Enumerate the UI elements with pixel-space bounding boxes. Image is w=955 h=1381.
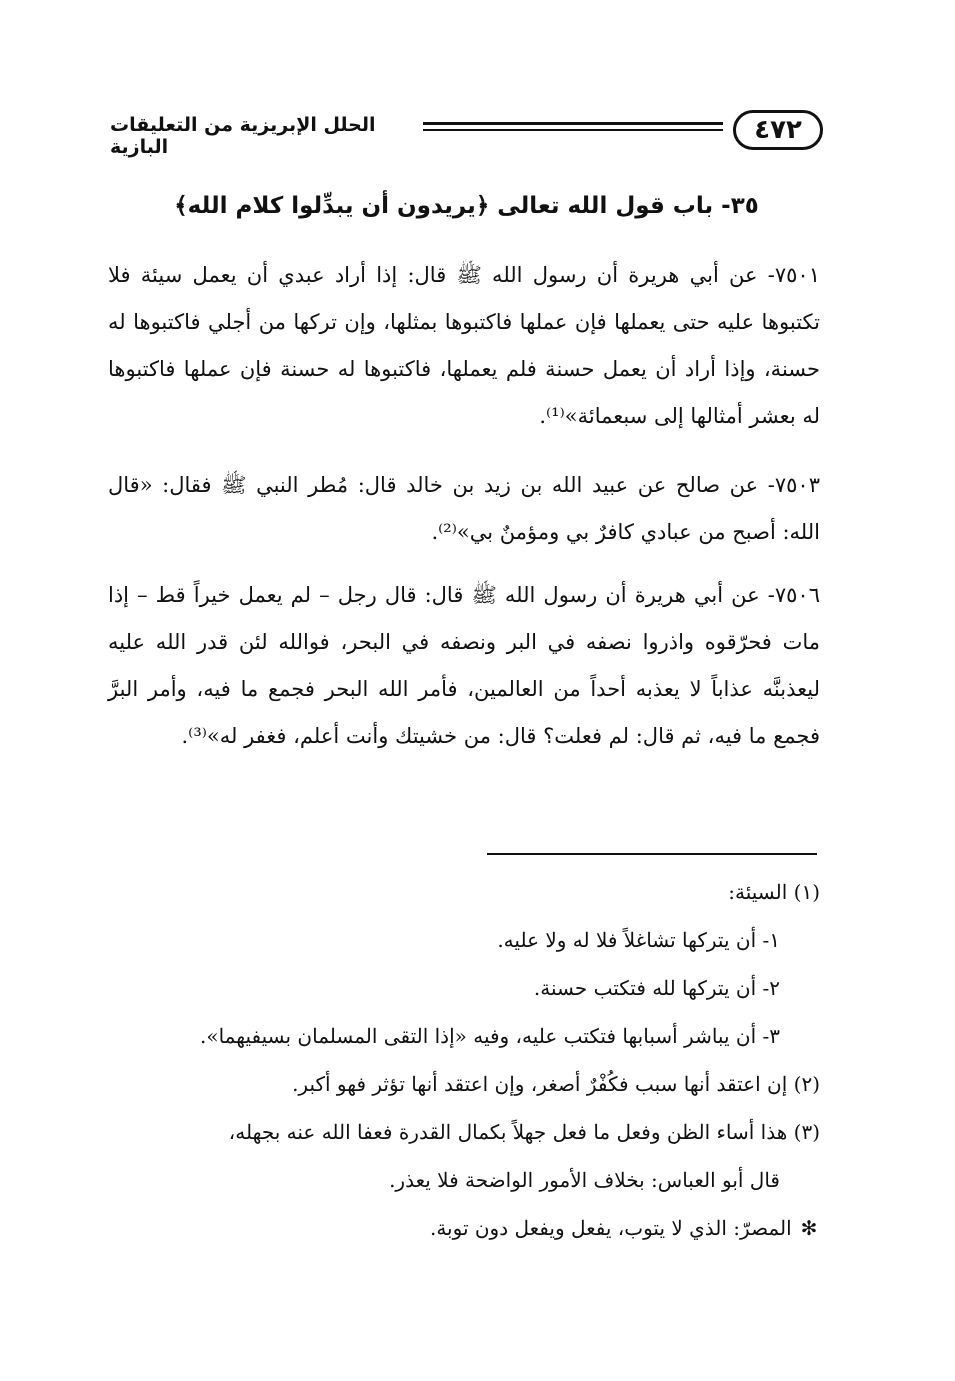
header-double-rule (423, 122, 723, 131)
hadith-number: ٧٥٠١- (767, 263, 820, 287)
chapter-title: ٣٥- باب قول الله تعالى ﴿يريدون أن يبدِّلوا كلام الله﴾ (174, 193, 759, 219)
page-header (110, 110, 823, 158)
footnote-2: (٢) إن اعتقد أنها سبب فكُفْرٌ أصغر، وإن اعتقد أنها تؤثر فهو أكبر. (292, 1072, 820, 1096)
footnote-1-item: ١- أن يتركها تشاغلاً فلا له ولا عليه. (497, 928, 780, 952)
running-title: الحلل الإبريزية من التعليقات البازية (110, 114, 376, 158)
hadith-7503 (108, 462, 820, 556)
hadith-number: ٧٥٠٣- (767, 473, 820, 497)
hadith-7501 (108, 252, 820, 440)
footnote-separator (487, 853, 817, 855)
footnote-1-heading: (١) السيئة: (728, 880, 820, 904)
hadith-7506 (108, 572, 820, 760)
star-note (100, 1204, 820, 1252)
footnote-3-continued: قال أبو العباس: بخلاف الأمور الواضحة فلا يعذر. (389, 1168, 780, 1192)
footnotes (100, 868, 820, 1252)
hadith-text: عن أبي هريرة أن رسول الله ﷺ قال: إذا أراد عبدي أن يعمل سيئة فلا تكتبوها عليه حتى يعملها فإن عملها فاكتبوها بمثلها، وإن تركها من أجلي فاكتبوها له حسنة، وإذا أراد أن يعمل حسنة فلم يعملها، فاكتبوها له حسنة فإن عملها فاكتبوها له بعشر أمثالها إلى سبعمائة»⁽¹⁾. (108, 263, 820, 428)
hadith-number: ٧٥٠٦- (767, 583, 820, 607)
asterisk-flower-icon: ✻ (800, 1216, 818, 1240)
star-note-text: المصرّ: الذي لا يتوب، يفعل ويفعل دون توبة. (429, 1216, 792, 1240)
page-number-badge: ٤٧٢ (733, 110, 823, 150)
footnote-3: (٣) هذا أساء الظن وفعل ما فعل جهلاً بكمال القدرة فعفا الله عنه بجهله، (228, 1120, 820, 1144)
footnote-1-item: ٣- أن يباشر أسبابها فتكتب عليه، وفيه «إذا التقى المسلمان بسيفيهما». (199, 1024, 780, 1048)
footnote-1-item: ٢- أن يتركها لله فتكتب حسنة. (533, 976, 780, 1000)
hadith-text: عن أبي هريرة أن رسول الله ﷺ قال: قال رجل – لم يعمل خيراً قط – إذا مات فحرّقوه واذروا نصفه في البر ونصفه في البحر، فوالله لئن قدر الله عليه ليعذبنَّه عذاباً لا يعذبه أحداً من العالمين، فأمر الله البحر فجمع ما فيه، وأمر البرَّ فجمع ما فيه، ثم قال: لم فعلت؟ قال: من خشيتك وأنت أعلم، فغفر له»⁽³⁾. (108, 583, 820, 748)
hadith-text: عن صالح عن عبيد الله بن زيد بن خالد قال: مُطر النبي ﷺ فقال: «قال الله: أصبح من عبادي كافرٌ بي ومؤمنٌ بي»⁽²⁾. (108, 473, 820, 544)
